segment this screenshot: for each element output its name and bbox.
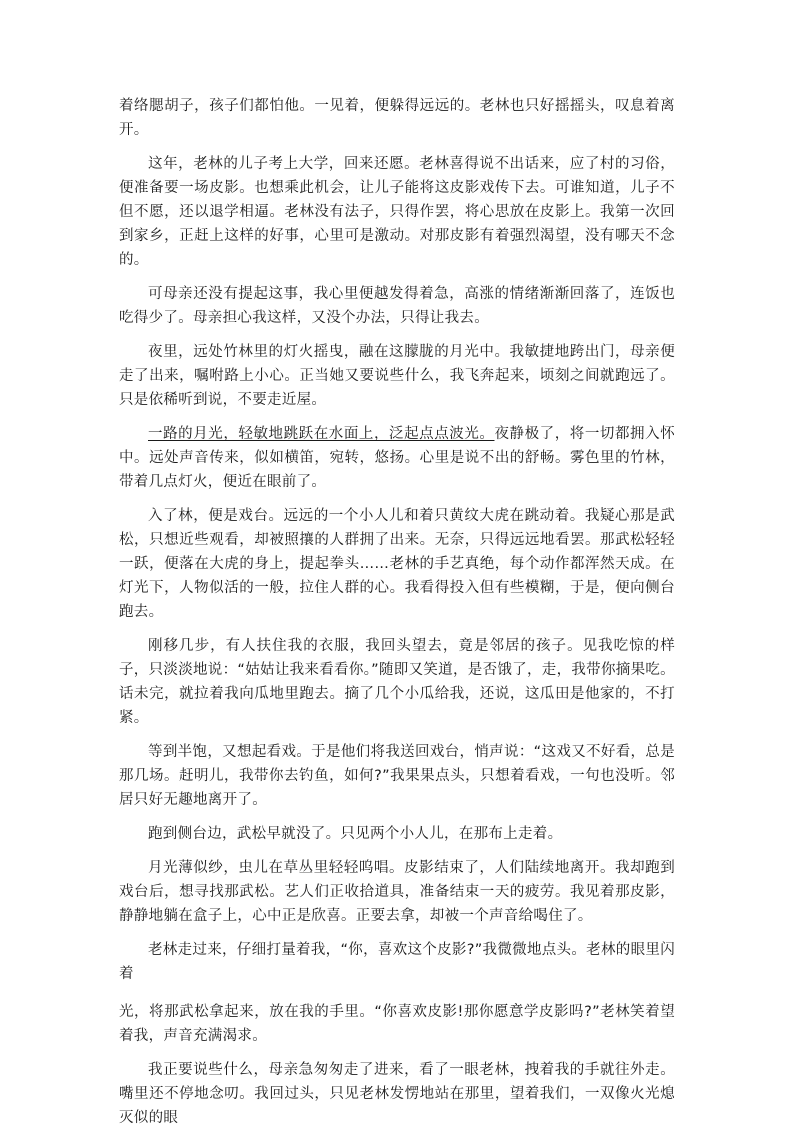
paragraph-9: 跑到侧台边，武松早就没了。只见两个小人儿，在那布上走着。 bbox=[148, 826, 563, 842]
paragraph-7: 刚移几步，有人扶住我的衣服，我回头望去，竟是邻居的孩子。见我吃惊的样子，只淡淡地说：“姑姑让我来看看你。”随即又笑道，是否饿了，走，我带你摘果吃。话未完，就拉着我向瓜地里跑去。摘了几个小瓜给我，还说，这瓜田是他家的，不打紧。 bbox=[119, 638, 675, 726]
paragraph-4: 夜里，远处竹林里的灯火摇曳，融在这朦胧的月光中。我敏捷地跨出门，母亲便走了出来，嘱咐路上小心。正当她又要说些什么，我飞奔起来，顷刻之间就跑远了。只是依稀听到说，不要走近屋。 bbox=[119, 344, 675, 408]
paragraph-5 bbox=[119, 422, 675, 494]
paragraph-11: 老林走过来，仔细打量着我，“你，喜欢这个皮影?”我微微地点头。老林的眼里闪着 bbox=[119, 942, 675, 982]
paragraph-12: 光，将那武松拿起来，放在我的手里。“你喜欢皮影!那你愿意学皮影吗?”老林笑着望着我，声音充满渴求。 bbox=[119, 1004, 675, 1044]
paragraph-13: 我正要说些什么，母亲急匆匆走了进来，看了一眼老林，拽着我的手就往外走。嘴里还不停地念叨。我回过头，只见老林发愣地站在那里，望着我们，一双像火光熄灭似的眼 bbox=[119, 1062, 675, 1126]
paragraph-8: 等到半饱，又想起看戏。于是他们将我送回戏台，悄声说：“这戏又不好看，总是那几场。赶明儿，我带你去钓鱼，如何?”我果果点头，只想着看戏，一句也没听。邻居只好无趣地离开了。 bbox=[119, 744, 675, 808]
document-page bbox=[119, 94, 675, 1130]
paragraph-6: 入了林，便是戏台。远远的一个小人儿和着只黄纹大虎在跳动着。我疑心那是武松，只想近些观看，却被照攘的人群拥了出来。无奈，只得远远地看罢。那武松轻轻一跃，便落在大虎的身上，提起拳头……老林的手艺真绝，每个动作都浑然天成。在灯光下，人物似活的一般，拉住人群的心。我看得投入但有些模糊，于是，便向侧台跑去。 bbox=[119, 508, 675, 620]
underlined-phrase: 一路的月光，轻敏地跳跃在水面上，泛起点点波光。 bbox=[148, 426, 495, 442]
paragraph-10: 月光薄似纱，虫儿在草丛里轻轻呜唱。皮影结束了，人们陆续地离开。我却跑到戏台后，想寻找那武松。艺人们正收拾道具，准备结束一天的疲劳。我见着那皮影，静静地躺在盒子上，心中正是欣喜。正要去拿，却被一个声音给喝住了。 bbox=[119, 860, 675, 924]
paragraph-3: 可母亲还没有提起这事，我心里便越发得着急，高涨的情绪渐渐回落了，连饭也吃得少了。母亲担心我这样，又没个办法，只得让我去。 bbox=[119, 286, 675, 326]
paragraph-2: 这年，老林的儿子考上大学，回来还愿。老林喜得说不出话来，应了村的习俗，便准备要一场皮影。也想乘此机会，让儿子能将这皮影戏传下去。可谁知道，儿子不但不愿，还以退学相逼。老林没有法子，只得作罢，将心思放在皮影上。我第一次回到家乡，正赶上这样的好事，心里可是激动。对那皮影有着强烈渴望，没有哪天不念的。 bbox=[119, 156, 675, 268]
paragraph-1: 着络腮胡子，孩子们都怕他。一见着，便躲得远远的。老林也只好摇摇头，叹息着离开。 bbox=[119, 98, 675, 138]
paragraph-5-rest: 夜静极了，将一切都拥入怀中。远处声音传来，似如横笛，宛转，悠扬。心里是说不出的舒畅。雾色里的竹林，带着几点灯火，便近在眼前了。 bbox=[119, 426, 675, 490]
